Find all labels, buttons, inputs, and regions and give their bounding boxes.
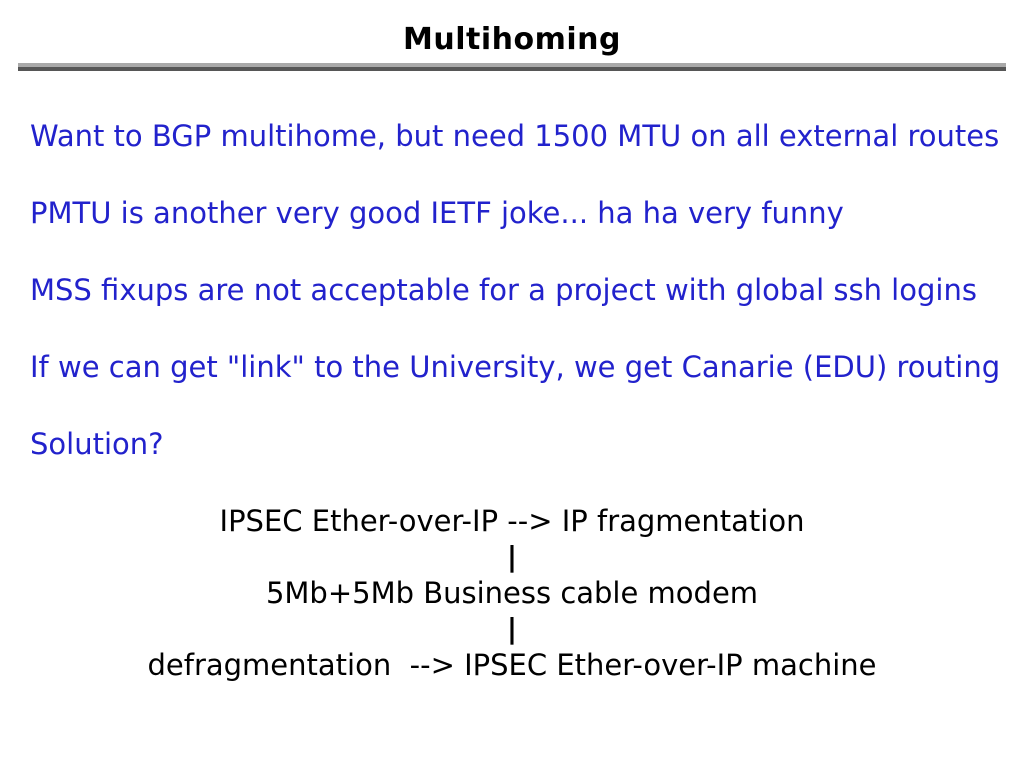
diagram-connector-bar-top: |	[506, 540, 518, 573]
bullet-line-solution: Solution?	[30, 427, 164, 461]
bullet-line-mtu: Want to BGP multihome, but need 1500 MTU on all external routes	[30, 119, 1000, 153]
diagram-line-ipsec-fragmentation: IPSEC Ether-over-IP --> IP fragmentation	[219, 504, 805, 538]
diagram-connector-bar-bottom: |	[506, 612, 518, 645]
bullet-line-mss: MSS fixups are not acceptable for a project with global ssh logins	[30, 273, 977, 307]
diagram-line-defragmentation: defragmentation --> IPSEC Ether-over-IP machine	[147, 648, 877, 682]
title-underline-rule	[18, 63, 1006, 71]
diagram-line-cable-modem: 5Mb+5Mb Business cable modem	[265, 576, 759, 610]
bullet-line-pmtu: PMTU is another very good IETF joke... ha ha very funny	[30, 196, 844, 230]
solution-diagram	[0, 503, 1024, 683]
slide-title: Multihoming	[403, 22, 621, 57]
bullet-line-link: If we can get "link" to the University, we get Canarie (EDU) routing	[30, 350, 1001, 384]
bullet-list	[30, 98, 1001, 483]
